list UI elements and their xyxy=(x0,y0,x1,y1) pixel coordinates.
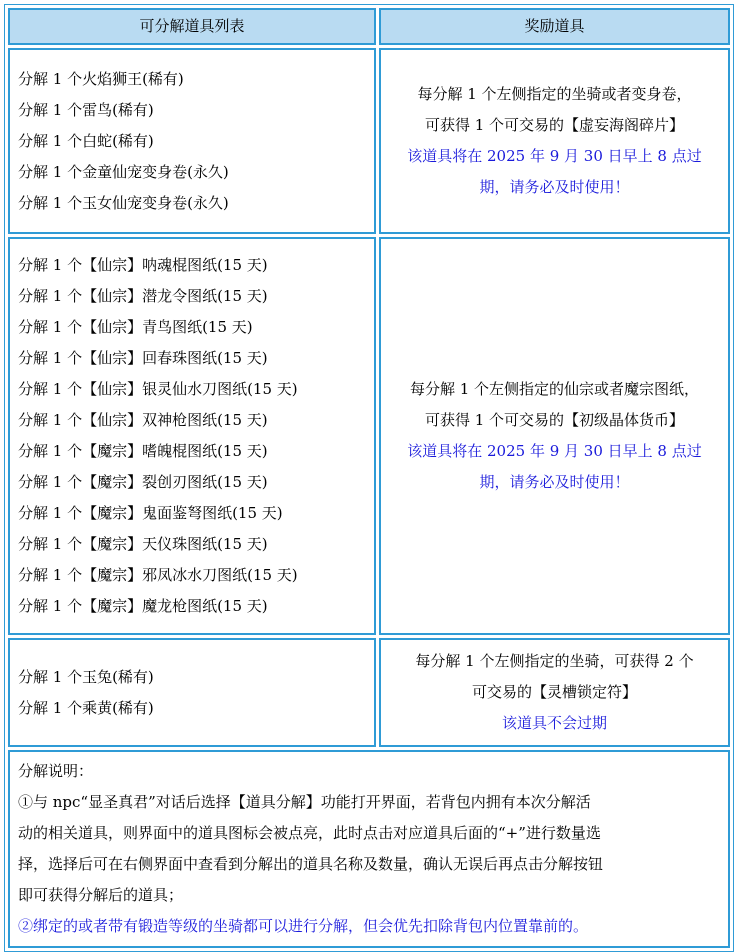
expiry-text: 期，请务必及时使用！ xyxy=(479,178,630,196)
item: 分解 1 个【魔宗】邪凤冰水刀图纸(15 天) xyxy=(18,566,298,584)
row-note xyxy=(8,750,730,948)
item: 分解 1 个【仙宗】双神枪图纸(15 天) xyxy=(18,411,268,429)
item-list xyxy=(8,48,376,234)
item: 分解 1 个【魔宗】魔龙枪图纸(15 天) xyxy=(18,597,268,615)
expiry-text: 该道具将在 2025 年 9 月 30 日早上 8 点过 xyxy=(407,442,702,460)
note-line: 即可获得分解后的道具； xyxy=(18,886,184,904)
item: 分解 1 个【仙宗】青鸟图纸(15 天) xyxy=(18,318,253,336)
item: 分解 1 个金童仙宠变身卷(永久) xyxy=(18,162,229,181)
item: 分解 1 个火焰狮王(稀有) xyxy=(18,69,184,88)
reward-text: 每分解 1 个左侧指定的坐骑或者变身卷， xyxy=(417,85,692,103)
reward-text: 可交易的【灵槽锁定符】 xyxy=(471,683,637,701)
item: 分解 1 个白蛇(稀有) xyxy=(18,131,154,150)
item: 分解 1 个【仙宗】呐魂棍图纸(15 天) xyxy=(18,256,268,274)
item: 分解 1 个玉女仙宠变身卷(永久) xyxy=(18,193,229,212)
note-line: 择，选择后可在右侧界面中查看到分解出的道具名称及数量，确认无误后再点击分解按钮 xyxy=(18,855,604,873)
item: 分解 1 个【魔宗】裂创刃图纸(15 天) xyxy=(18,473,268,491)
reward-text: 可获得 1 个可交易的【初级晶体货币】 xyxy=(424,411,685,429)
reward-cell xyxy=(379,237,730,635)
note-highlight: ②绑定的或者带有锻造等级的坐骑都可以进行分解，但会优先扣除背包内位置靠前的。 xyxy=(18,917,589,935)
item-list xyxy=(8,638,376,747)
header-row xyxy=(8,8,730,45)
note-cell xyxy=(8,750,730,948)
row-rare-mounts xyxy=(8,638,730,747)
header-items: 可分解道具列表 xyxy=(8,8,376,45)
note-line: 动的相关道具，则界面中的道具图标会被点亮，此时点击对应道具后面的“+”进行数量选 xyxy=(18,824,601,842)
decompose-table xyxy=(4,4,734,952)
expiry-text: 该道具不会过期 xyxy=(501,714,607,732)
reward-text: 每分解 1 个左侧指定的坐骑，可获得 2 个 xyxy=(415,652,694,670)
item: 分解 1 个【仙宗】潜龙令图纸(15 天) xyxy=(18,287,268,305)
row-blueprints xyxy=(8,237,730,635)
item: 分解 1 个玉兔(稀有) xyxy=(18,667,154,686)
expiry-text: 期，请务必及时使用！ xyxy=(479,473,630,491)
row-mounts xyxy=(8,48,730,234)
expiry-text: 该道具将在 2025 年 9 月 30 日早上 8 点过 xyxy=(407,147,702,165)
item: 分解 1 个乘黄(稀有) xyxy=(18,698,154,717)
reward-text: 每分解 1 个左侧指定的仙宗或者魔宗图纸， xyxy=(409,380,700,398)
item: 分解 1 个【魔宗】天仪珠图纸(15 天) xyxy=(18,535,268,553)
item-list xyxy=(8,237,376,635)
reward-cell xyxy=(379,48,730,234)
note-title: 分解说明： xyxy=(18,762,94,780)
item: 分解 1 个雷鸟(稀有) xyxy=(18,100,154,119)
note-line: ①与 npc“显圣真君”对话后选择【道具分解】功能打开界面，若背包内拥有本次分解活 xyxy=(18,793,591,811)
item: 分解 1 个【魔宗】鬼面鉴弩图纸(15 天) xyxy=(18,504,283,522)
reward-text: 可获得 1 个可交易的【虚妄海阁碎片】 xyxy=(424,116,685,134)
header-reward: 奖励道具 xyxy=(379,8,730,45)
reward-cell xyxy=(379,638,730,747)
item: 分解 1 个【魔宗】嗜魄棍图纸(15 天) xyxy=(18,442,268,460)
item: 分解 1 个【仙宗】银灵仙水刀图纸(15 天) xyxy=(18,380,298,398)
item: 分解 1 个【仙宗】回春珠图纸(15 天) xyxy=(18,349,268,367)
